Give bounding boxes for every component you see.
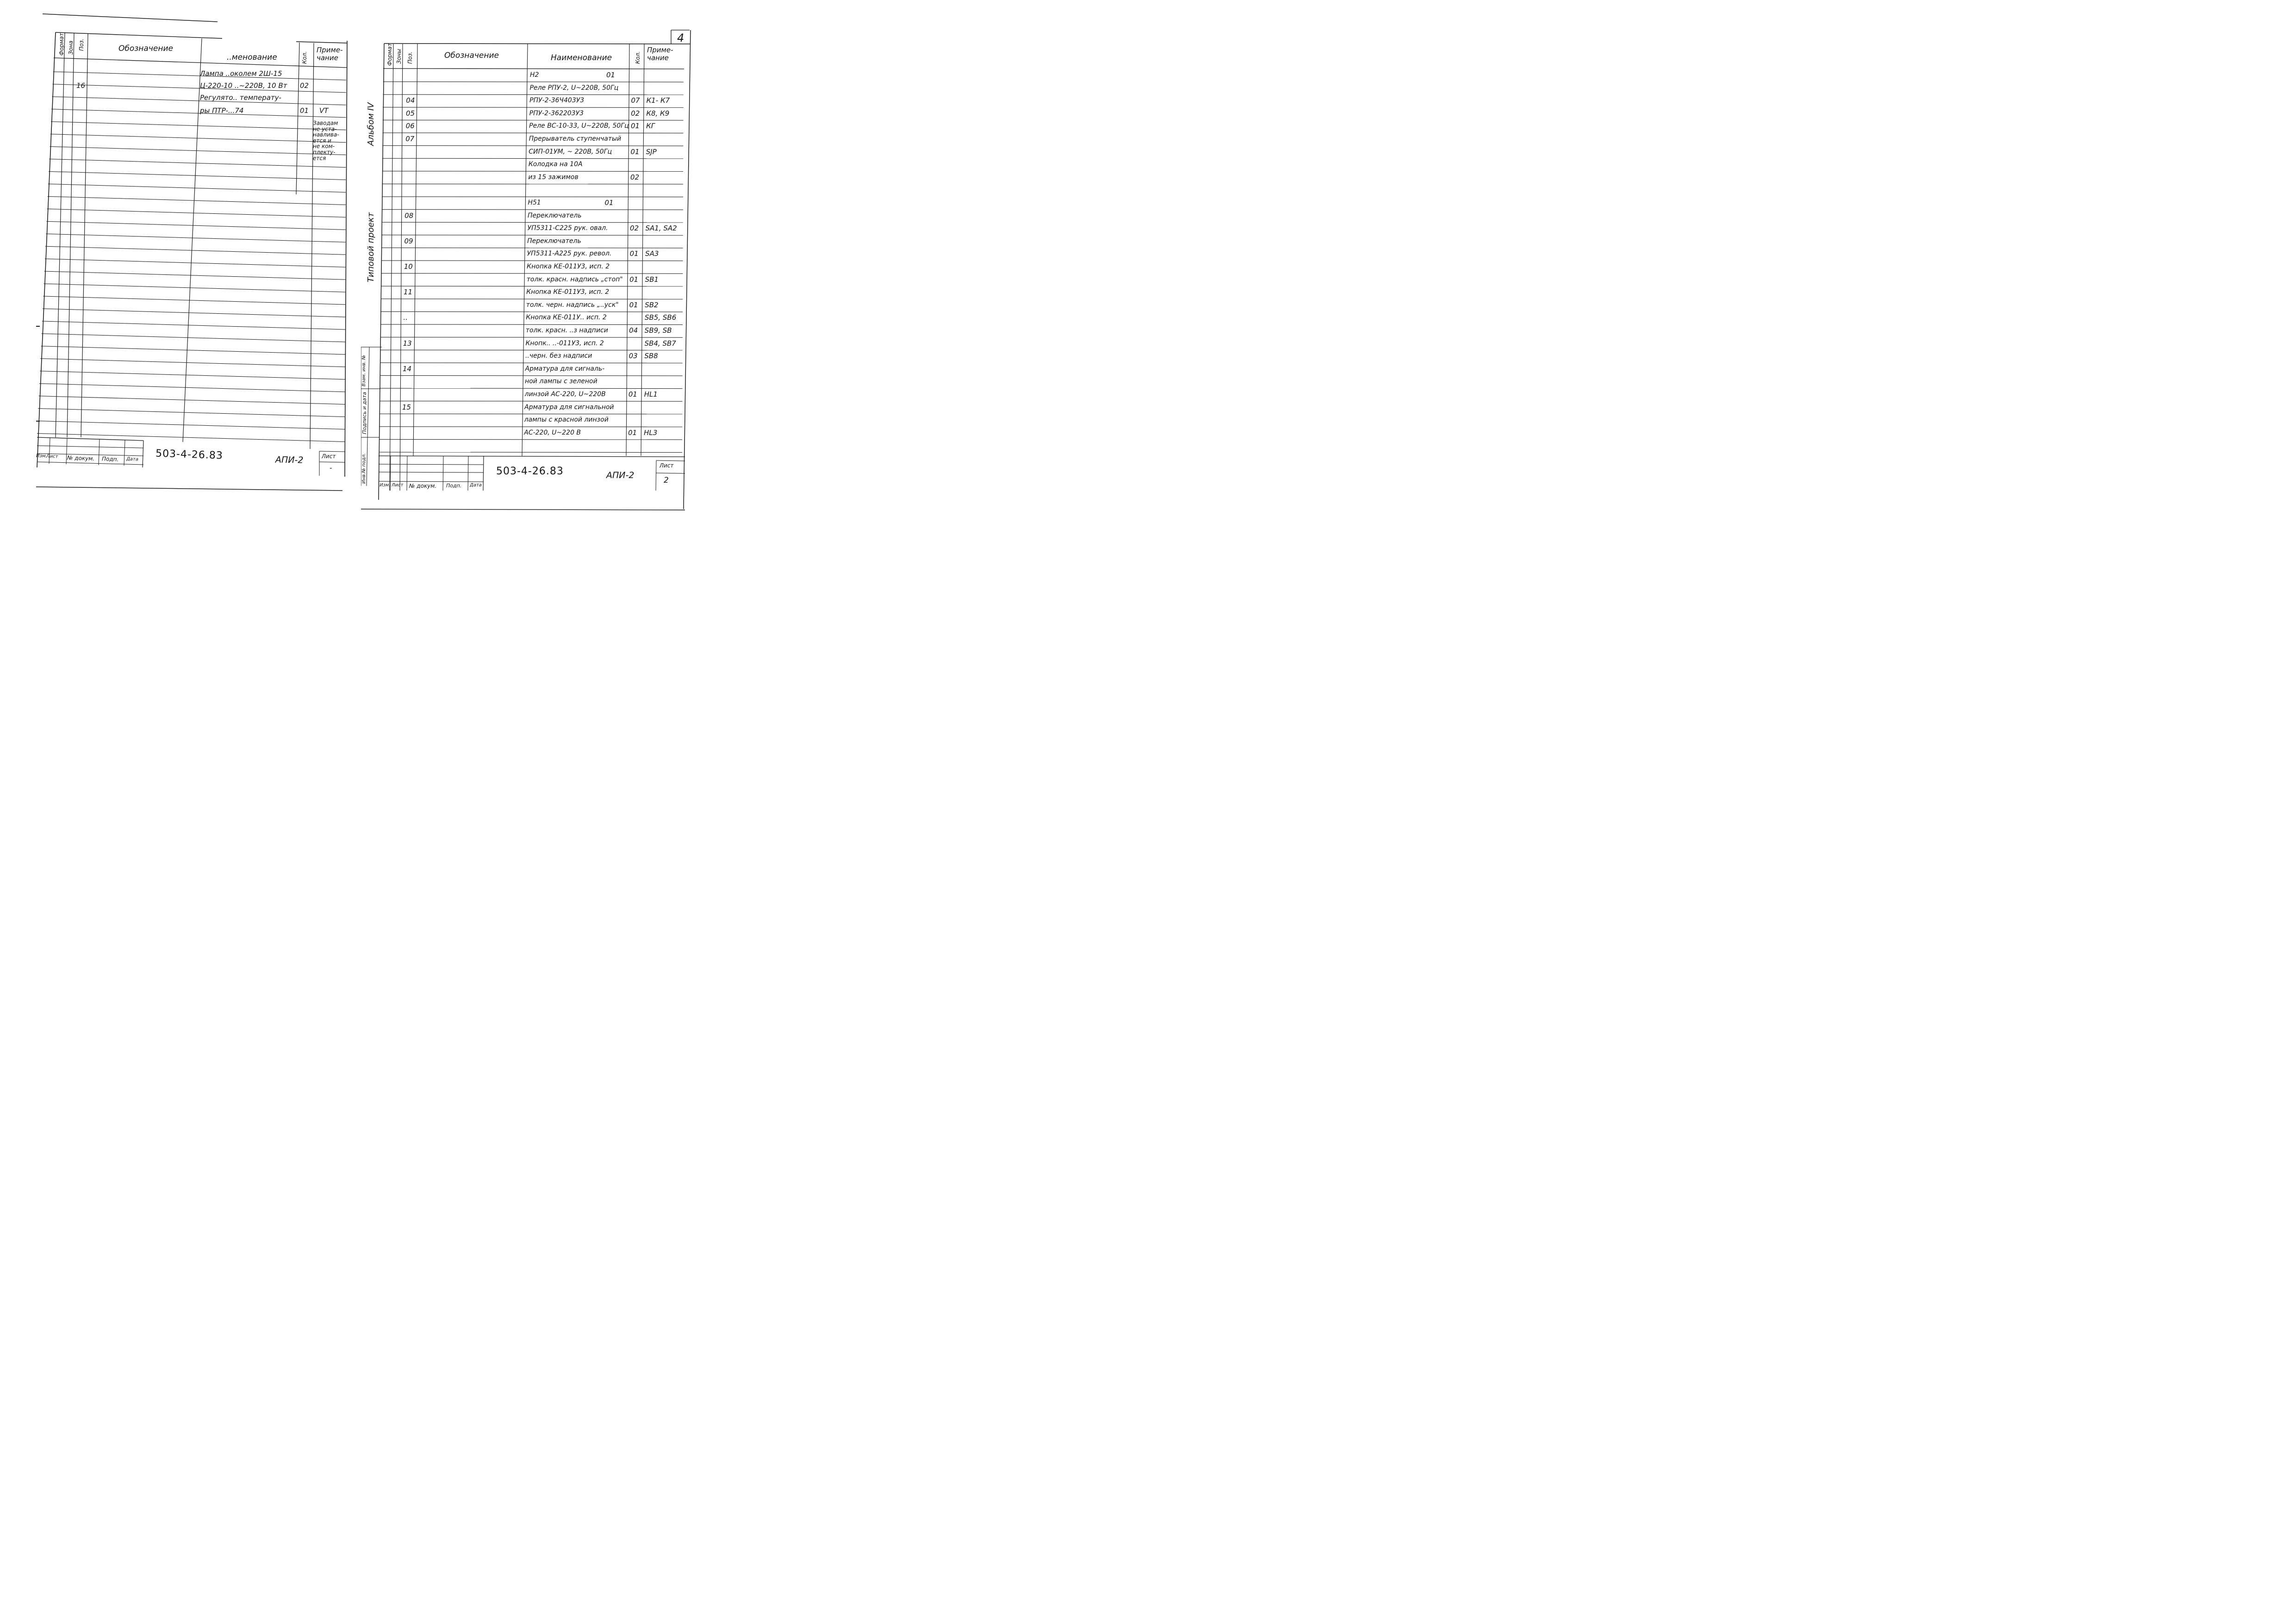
row-line [46, 221, 345, 230]
row-line [42, 334, 345, 342]
left-sheet-label: Лист [322, 453, 336, 460]
remark-line: не ком- [313, 143, 335, 150]
right-spec-sheet [361, 0, 740, 523]
row-line [381, 235, 683, 236]
scanned-spec-page [0, 0, 740, 523]
row-qty: 01 [300, 106, 309, 115]
row-pos: 14 [402, 364, 412, 373]
row-line [380, 311, 683, 312]
row-qty: 01 [631, 122, 640, 131]
row-name: РПУ-2-362203У3 [529, 109, 584, 117]
row-pos: .. [403, 313, 408, 322]
tb-col-doc: № докум. [67, 454, 95, 462]
row-line [383, 107, 684, 108]
row-line [48, 184, 346, 193]
row-line [44, 284, 345, 292]
row-line [381, 222, 683, 223]
right-doc-code: 503-4-26.83 [496, 466, 564, 477]
row-name: Реле ВС-10-33, U~220В, 50Гц [529, 122, 629, 130]
row-note: SJP [646, 147, 657, 156]
header-qty: Кол. [301, 51, 308, 64]
tb-col-list: Лист [392, 483, 404, 488]
header-name: Наименование [551, 53, 612, 62]
row-line [51, 122, 346, 130]
row-line [44, 271, 346, 280]
row-line [40, 371, 345, 379]
row-note: HL3 [644, 428, 658, 437]
row-name: Регулято.. температу- [200, 93, 281, 102]
left-sheet-number: - [330, 464, 332, 472]
row-line [380, 401, 682, 402]
row-line [45, 246, 346, 255]
row-line [382, 171, 684, 172]
row-name: из 15 зажимов [528, 173, 579, 181]
project-label: Типовой проект [366, 212, 376, 282]
tb-col-izm: Изм. [380, 483, 391, 488]
row-line [50, 147, 346, 155]
remark-line: ется [313, 155, 326, 162]
row-qty: 04 [629, 326, 638, 335]
row-qty: 02 [300, 81, 309, 90]
right-sheet-label: Лист [660, 462, 674, 469]
row-pos: 13 [403, 339, 412, 348]
tb-col-date: Дата [126, 456, 139, 462]
row-name: Ц-220-10 ..~220В, 10 Вт [200, 81, 287, 90]
row-name: ной лампы с зеленой [525, 378, 597, 386]
row-name: УП5311-С225 рук. овал. [527, 224, 608, 232]
row-qty: 02 [631, 109, 640, 118]
header-zone: Зоны [396, 49, 402, 64]
row-line [380, 324, 683, 325]
tb-col-date: Дата [470, 483, 482, 488]
row-pos: 09 [404, 236, 413, 245]
row-name: АС-220, U~220 В [524, 429, 581, 436]
remark-line: не уста- [313, 125, 337, 132]
row-line [43, 296, 345, 305]
row-name: Кнопка КЕ-011У.. исп. 2 [526, 314, 607, 322]
row-qty: 01 [628, 428, 637, 437]
row-name: Кнопк.. ..-011У3, исп. 2 [525, 339, 604, 347]
remark-block [313, 120, 339, 161]
row-line [379, 452, 682, 453]
tb-col-sign: Подп. [446, 483, 462, 489]
row-qty: 01 [629, 275, 639, 284]
stamp-replaced-inv: Взам. инв. № [361, 355, 367, 386]
row-line [50, 131, 346, 143]
row-pos: 10 [404, 262, 413, 271]
row-qty-inline: 01 [606, 71, 616, 79]
row-name: УП5311-А225 рук. револ. [527, 250, 612, 258]
stamp-sign-date: Подпись и дата [361, 392, 367, 434]
row-pos: 04 [406, 96, 415, 105]
header-name: ..менование [227, 53, 277, 62]
row-note: VT [319, 106, 329, 115]
row-note: К1- К7 [646, 96, 670, 105]
row-name: линзой АС-220, U~220В [524, 391, 606, 398]
row-qty: 01 [629, 249, 639, 258]
row-line [38, 409, 345, 417]
right-sheet-grid [361, 0, 740, 523]
left-doc-code: 503-4-26.83 [155, 448, 224, 462]
stamp-inv-original: Инв.№ подл. [361, 453, 367, 484]
row-name: Лампа ..околем 2Ш-15 [200, 69, 282, 78]
row-line [39, 384, 345, 392]
left-spec-sheet [0, 0, 361, 523]
row-line [37, 434, 345, 442]
row-line [379, 439, 682, 440]
row-qty: 01 [630, 147, 640, 156]
row-qty: 07 [631, 96, 640, 105]
row-line [383, 94, 683, 95]
tb-col-izm: Изм. [36, 453, 47, 459]
row-pos: 08 [404, 211, 414, 220]
row-name: толк. красн. ..з надписи [525, 327, 608, 334]
row-pos: 05 [405, 109, 415, 118]
row-name: Прерыватель ступенчатый [529, 135, 622, 143]
row-name: Арматура для сигналь- [525, 365, 605, 373]
row-note: SA1, SA2 [645, 224, 677, 233]
row-qty-inline: 01 [604, 199, 614, 207]
row-name: СИП-01УМ, ~ 220В, 50Гц [529, 148, 612, 155]
row-line [40, 359, 345, 367]
row-name: толк. черн. надпись „..уск" [526, 301, 619, 309]
row-note: SA3 [645, 249, 659, 258]
row-qty: 01 [628, 390, 637, 398]
header-designation: Обозначение [118, 44, 173, 53]
row-pos: 06 [405, 122, 415, 131]
row-qty: 02 [630, 224, 639, 233]
right-doc-section: АПИ-2 [606, 470, 635, 480]
header-format: Формат [386, 43, 393, 66]
header-format: Формат [58, 33, 65, 56]
remark-line: плекту- [313, 149, 336, 155]
row-line [380, 388, 683, 389]
left-sheet-grid [0, 0, 361, 523]
row-pos: 15 [402, 403, 411, 411]
row-note: SB2 [645, 300, 659, 309]
row-name: лампы с красной линзой [524, 416, 609, 424]
row-name: толк. красн. надпись „стоп" [526, 275, 623, 283]
row-note: SB4, SB7 [644, 339, 676, 348]
header-designation: Обозначение [444, 51, 499, 60]
row-line [49, 159, 346, 168]
remark-line: навлива- [313, 131, 339, 138]
album-label: Альбом IV [366, 102, 376, 146]
row-name: Кнопка КЕ-011У3, исп. 2 [527, 263, 610, 270]
row-line [47, 209, 346, 217]
row-pos: 11 [404, 288, 413, 297]
row-pos: 16 [76, 81, 86, 90]
row-line [37, 421, 345, 429]
tb-col-sign: Подп. [101, 455, 119, 463]
row-qty: 01 [629, 300, 638, 309]
row-note: КГ [646, 122, 655, 131]
header-note: Приме- чание [317, 46, 343, 62]
row-qty: 03 [628, 352, 638, 361]
tb-col-list: Лист [46, 454, 58, 460]
row-line [382, 158, 683, 159]
row-name: ..черн. без надписи [525, 352, 592, 360]
row-line [42, 321, 345, 330]
row-line [48, 196, 346, 205]
remark-line: Заводам [313, 120, 338, 126]
row-name: Кнопка КЕ-011У3, исп. 2 [526, 288, 610, 296]
row-name: Н51 [528, 199, 541, 206]
header-pos: Поз. [407, 51, 413, 64]
header-qty: Кол. [635, 51, 641, 64]
header-note: Приме- чание [647, 46, 673, 62]
row-name: Переключатель [527, 237, 581, 245]
row-note: К8, К9 [646, 109, 670, 118]
row-line [43, 309, 345, 317]
tb-col-doc: № докум. [409, 483, 437, 489]
row-line [380, 375, 683, 376]
right-sheet-number: 2 [664, 476, 669, 485]
row-note: SB5, SB6 [645, 313, 677, 322]
header-zone: Зона [68, 40, 74, 55]
row-name: Н2 [530, 71, 539, 79]
row-line [45, 259, 346, 267]
row-name: Колодка на 10А [528, 161, 583, 168]
left-doc-section: АПИ-2 [275, 454, 304, 466]
row-line [41, 346, 345, 354]
row-note: SB1 [645, 275, 659, 284]
row-line [46, 234, 345, 242]
row-line [39, 396, 345, 404]
row-qty: 02 [630, 173, 640, 181]
row-name: ры ПТР-...74 [200, 106, 244, 115]
header-pos: Поз. [78, 38, 85, 51]
page-number: 4 [677, 31, 684, 44]
row-note: SB8 [644, 352, 658, 361]
row-name: Переключатель [527, 211, 582, 219]
row-pos: 07 [405, 135, 415, 143]
row-note: HL1 [644, 390, 658, 398]
row-note: SB9, SB [644, 326, 672, 335]
row-name: Реле РПУ-2, U~220В, 50Гц [529, 84, 619, 92]
row-line [380, 337, 683, 338]
remark-line: ется и [313, 137, 331, 144]
row-line [49, 172, 346, 180]
row-name: Арматура для сигнальной [524, 403, 614, 411]
row-name: РПУ-2-36Ч403У3 [529, 97, 585, 105]
